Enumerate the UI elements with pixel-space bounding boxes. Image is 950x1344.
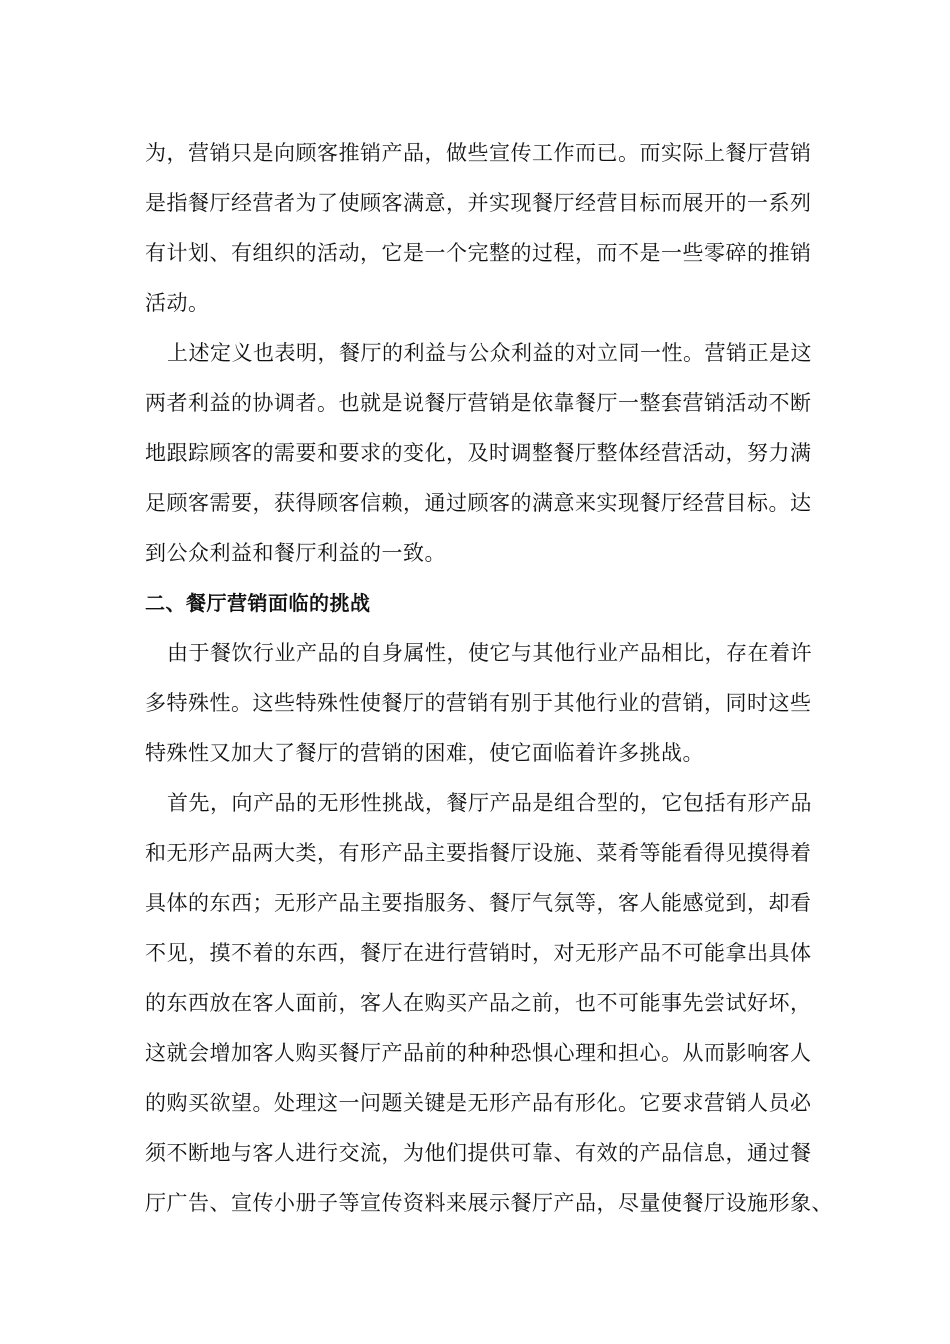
document-body (145, 128, 850, 1228)
paragraph-line: 须不断地与客人进行交流，为他们提供可靠、有效的产品信息，通过餐 (145, 1141, 812, 1165)
paragraph-line: 的购买欲望。处理这一问题关键是无形产品有形化。它要求营销人员必 (145, 1091, 812, 1115)
paragraph-line: 地跟踪顾客的需要和要求的变化，及时调整餐厅整体经营活动，努力满 (145, 441, 812, 465)
paragraph-line: 厅广告、宣传小册子等宣传资料来展示餐厅产品，尽量使餐厅设施形象、 (145, 1191, 833, 1215)
paragraph-line: 为，营销只是向顾客推销产品，做些宣传工作而已。而实际上餐厅营销 (145, 141, 812, 165)
paragraph-line: 两者利益的协调者。也就是说餐厅营销是依靠餐厅一整套营销活动不断 (145, 391, 812, 415)
paragraph-line: 这就会增加客人购买餐厅产品前的种种恐惧心理和担心。从而影响客人 (145, 1041, 812, 1065)
paragraph-line: 的东西放在客人面前，客人在购买产品之前，也不可能事先尝试好坏， (145, 991, 812, 1015)
section-heading: 二、餐厅营销面临的挑战 (145, 591, 371, 615)
paragraph-line: 上述定义也表明，餐厅的利益与公众利益的对立同一性。营销正是这 (167, 341, 812, 365)
paragraph-line: 和无形产品两大类，有形产品主要指餐厅设施、菜肴等能看得见摸得着 (145, 841, 812, 865)
paragraph-line: 特殊性又加大了餐厅的营销的困难，使它面临着许多挑战。 (145, 741, 704, 765)
paragraph-line: 活动。 (145, 291, 210, 315)
paragraph-line: 足顾客需要，获得顾客信赖，通过顾客的满意来实现餐厅经营目标。达 (145, 491, 812, 515)
paragraph-line: 不见，摸不着的东西，餐厅在进行营销时，对无形产品不可能拿出具体 (145, 941, 812, 965)
paragraph-line: 首先，向产品的无形性挑战，餐厅产品是组合型的，它包括有形产品 (167, 791, 812, 815)
paragraph-line: 由于餐饮行业产品的自身属性，使它与其他行业产品相比，存在着许 (167, 641, 812, 665)
paragraph-line: 多特殊性。这些特殊性使餐厅的营销有别于其他行业的营销，同时这些 (145, 691, 812, 715)
paragraph-line: 是指餐厅经营者为了使顾客满意，并实现餐厅经营目标而展开的一系列 (145, 191, 812, 215)
paragraph-line: 具体的东西；无形产品主要指服务、餐厅气氛等，客人能感觉到，却看 (145, 891, 812, 915)
paragraph-line: 有计划、有组织的活动，它是一个完整的过程，而不是一些零碎的推销 (145, 241, 812, 265)
paragraph-line: 到公众利益和餐厅利益的一致。 (145, 541, 446, 565)
